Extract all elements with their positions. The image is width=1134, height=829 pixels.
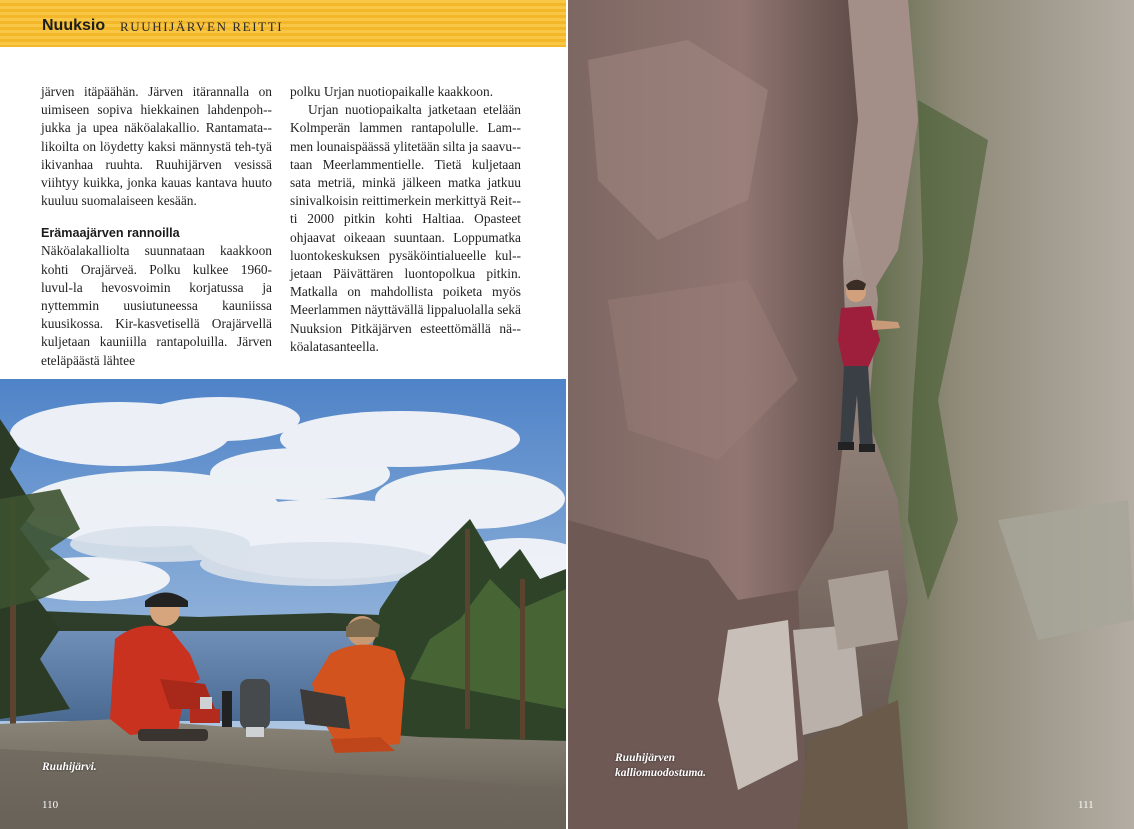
header-route-title: RUUHIJÄRVEN REITTI [120, 19, 284, 34]
photo-caption-right [615, 751, 706, 781]
caption-line: kalliomuodostuma. [615, 767, 707, 779]
text-column-1 [41, 83, 272, 370]
photo-caption: Ruuhijärvi. [42, 761, 97, 773]
rock-formation-photo [568, 0, 1134, 829]
caption-line: Ruuhijärven [615, 752, 676, 764]
running-header [0, 0, 566, 47]
paragraph: polku Urjan nuotiopaikalle kaakkoon. [290, 84, 494, 99]
section-heading: Erämaajärven rannoilla [41, 226, 180, 241]
paragraph: Urjan nuotiopaikalta jatketaan etelään Kolmperän lammen rantapolulle. Lam-men lounaispäässä ylitetään silta ja saavu-taan Meerlammentielle. Tietä kuljetaan sata metriä, minkä jälkeen matka jatkuu sinivalkoisin reittimerkein merkittyä Reit-ti 2000 pitkin kohti Haltiaa. Opasteet ohjaavat oikeaan suuntaan. Loppumatka luontokeskuksen pysäköintialueelle kul-jetaan Päivättären luontopolkua pitkin. Matkalla on mahdollista poiketa myös Meerlammen näyttävällä lippaluolalla sekä Nuuksion Pitkäjärven esteettömällä nä-köalatasanteella. [290, 102, 521, 354]
paragraph: järven itäpäähän. Järven itärannalla on uimiseen sopiva hiekkainen lahdenpoh-jukka ja upea näköalakallio. Rantamata-likoilta on löydetty kaksi männystä teh-tyä ikivanhaa ruuhta. Ruuhijärven vesissä viihtyy kuikka, jonka kauas kantava huuto kuuluu suomalaiseen kesään. [41, 84, 272, 209]
text-column-2 [290, 83, 521, 356]
header-brand: Nuuksio [42, 17, 106, 34]
left-page [0, 0, 566, 829]
paragraph: Näköalakalliolta suunnataan kaakkoon kohti Orajärveä. Polku kulkee 1960-luvul-la hevosvoimin korjatussa ja nyttemmin uusiutuneessa kauniissa kuusikossa. Kir-kasvetisellä Orajärvellä kuljetaan kauniilla rantapoluilla. Järven eteläpäästä lähtee [41, 243, 272, 368]
page-number: 111 [1078, 799, 1094, 811]
right-page [568, 0, 1134, 829]
page-number: 110 [42, 799, 59, 811]
